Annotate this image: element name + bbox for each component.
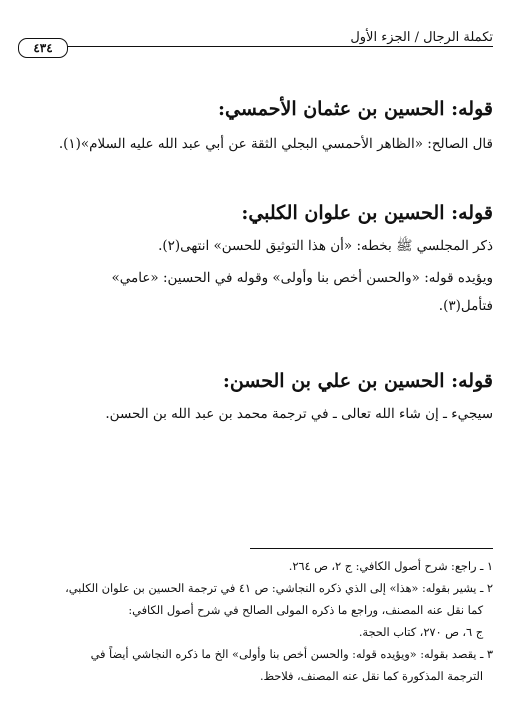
footnote-line: ٢ ـ يشير بقوله: «هذا» إلى الذي ذكره النجاشي: ص ٤١ في ترجمة الحسين بن علوان الكلبي،	[65, 582, 493, 595]
running-header-title: تكملة الرجال / الجزء الأول	[350, 30, 493, 45]
footnote-separator	[250, 548, 493, 549]
entry-text-line: فتأمل(٣).	[438, 298, 493, 314]
entry-text-line: ويؤيده قوله: «والحسن أخص بنا وأولى» وقوله في الحسين: «عامي»	[111, 270, 493, 286]
entry-heading: قوله: الحسين بن علوان الكلبي:	[241, 202, 493, 224]
entry-text-line: سيجيء ـ إن شاء الله تعالى ـ في ترجمة محمد بن عبد الله بن الحسن.	[105, 406, 493, 422]
entry-text-line: ذكر المجلسي ﷺ بخطه: «أن هذا التوثيق للحسن» انتهى(٢).	[158, 238, 493, 254]
footnote-line: ٣ ـ يقصد بقوله: «ويؤيده قوله: والحسن أخص بنا وأولى» الخ ما ذكره النجاشي أيضاً في	[90, 648, 493, 661]
entry-husayn-bin-ulwan	[28, 200, 493, 318]
footnote-line: كما نقل عنه المصنف، وراجع ما ذكره المولى الصالح في شرح أصول الكافي:	[128, 604, 483, 617]
entry-husayn-bin-uthman	[28, 96, 493, 156]
entry-husayn-bin-ali	[28, 368, 493, 426]
entry-heading: قوله: الحسين بن علي بن الحسن:	[222, 370, 493, 392]
footnote-line: ج ٦، ص ٢٧٠، كتاب الحجة.	[358, 626, 483, 639]
footnotes	[28, 556, 493, 688]
entry-heading: قوله: الحسين بن عثمان الأحمسي:	[217, 98, 493, 120]
footnote-line: الترجمة المذكورة كما نقل عنه المصنف، فلاحظ.	[259, 670, 483, 683]
page-number-badge: ٤٣٤	[18, 38, 68, 58]
header-rule	[32, 46, 493, 47]
entry-text-line: قال الصالح: «الظاهر الأحمسي البجلي الثقة عن أبي عبد الله عليه السلام»(١).	[58, 136, 493, 152]
footnote-line: ١ ـ راجع: شرح أصول الكافي: ج ٢، ص ٢٦٤.	[288, 560, 493, 573]
